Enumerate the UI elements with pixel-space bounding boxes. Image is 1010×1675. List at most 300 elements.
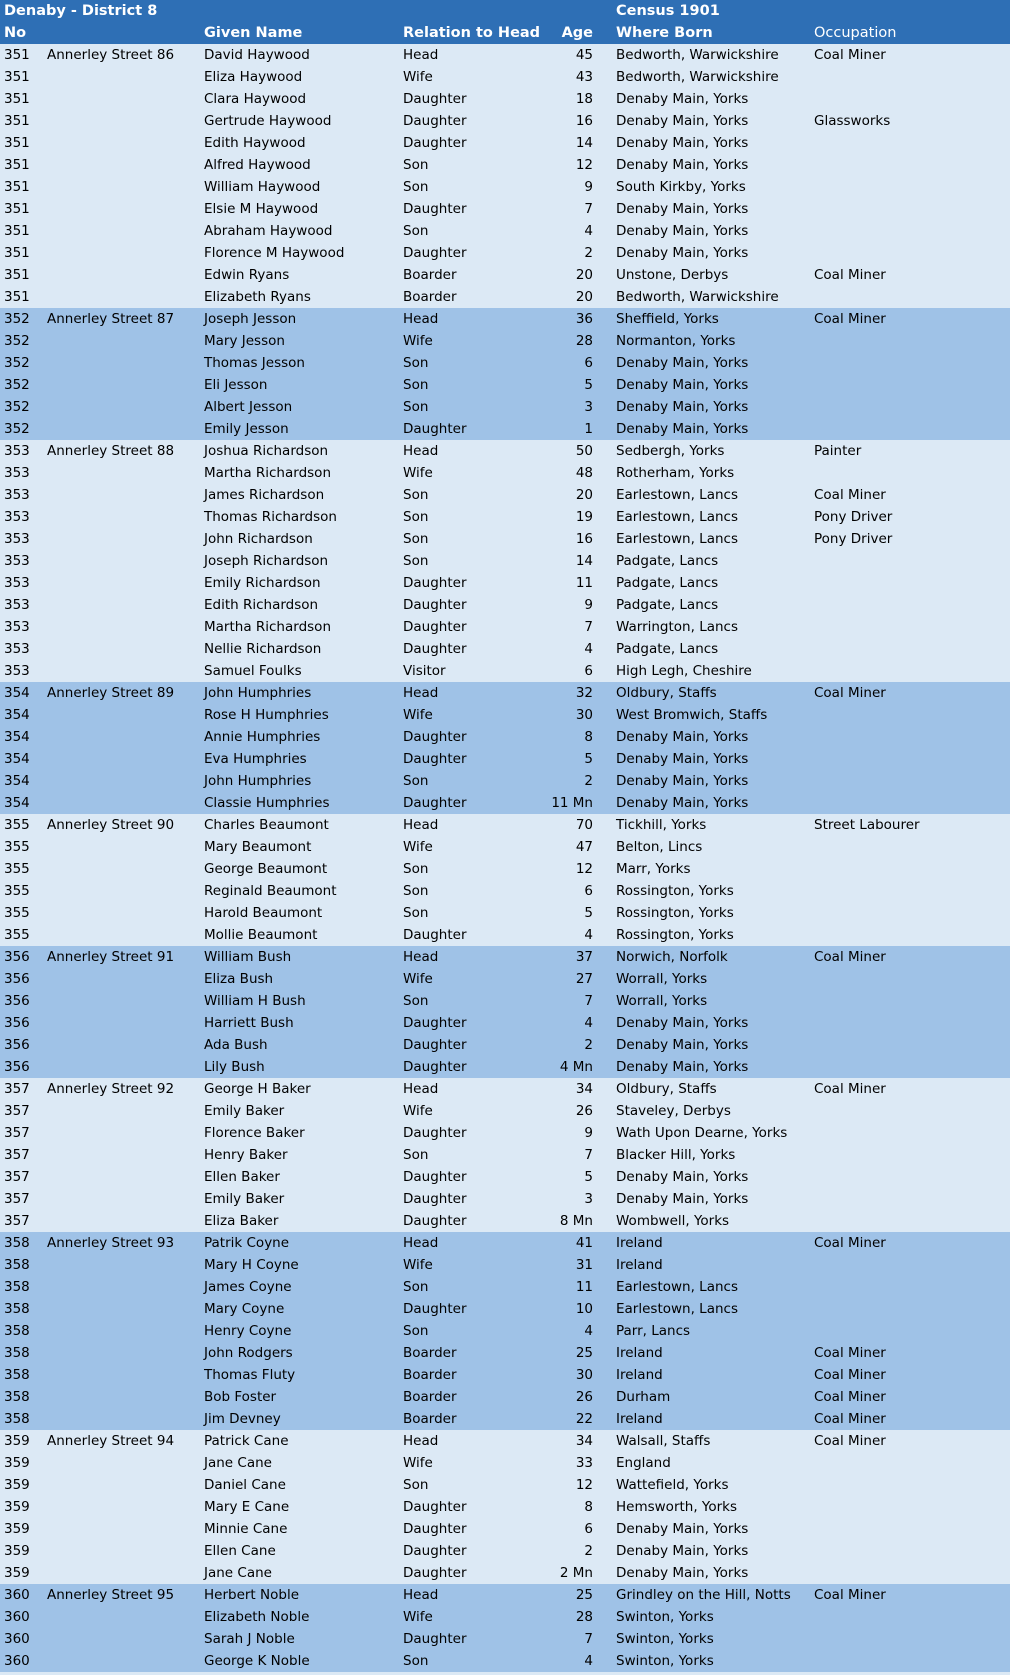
table-row <box>0 1474 1010 1496</box>
household-no-cell: 351 <box>4 69 30 85</box>
table-row <box>0 330 1010 352</box>
given-name-cell: David Haywood <box>204 47 310 63</box>
where-born-cell: Ireland <box>616 1367 663 1383</box>
household-no-cell: 354 <box>4 707 30 723</box>
age-cell: 9 <box>584 597 593 613</box>
occupation-cell: Coal Miner <box>814 685 886 701</box>
table-row <box>0 374 1010 396</box>
age-cell: 7 <box>584 993 593 1009</box>
age-cell: 7 <box>584 201 593 217</box>
relation-cell: Wife <box>403 1257 433 1273</box>
table-row <box>0 1298 1010 1320</box>
given-name-cell: Florence Baker <box>204 1125 305 1141</box>
table-row <box>0 1430 1010 1452</box>
table-row <box>0 1452 1010 1474</box>
household-no-cell: 353 <box>4 575 30 591</box>
table-row <box>0 902 1010 924</box>
age-cell: 9 <box>584 179 593 195</box>
where-born-cell: Marr, Yorks <box>616 861 691 877</box>
age-cell: 12 <box>575 157 593 173</box>
relation-cell: Wife <box>403 69 433 85</box>
where-born-cell: Denaby Main, Yorks <box>616 1565 749 1581</box>
given-name-cell: John Humphries <box>204 773 312 789</box>
household-no-cell: 354 <box>4 773 30 789</box>
household-no-cell: 358 <box>4 1367 30 1383</box>
given-name-cell: Mary Coyne <box>204 1301 285 1317</box>
given-name-cell: Elizabeth Noble <box>204 1609 310 1625</box>
age-cell: 14 <box>575 135 593 151</box>
where-born-cell: Bedworth, Warwickshire <box>616 69 779 85</box>
where-born-cell: Denaby Main, Yorks <box>616 729 749 745</box>
household-no-cell: 352 <box>4 311 30 327</box>
given-name-cell: Albert Jesson <box>204 399 293 415</box>
where-born-cell: Grindley on the Hill, Notts <box>616 1587 791 1603</box>
given-name-cell: Mary Jesson <box>204 333 285 349</box>
household-no-cell: 356 <box>4 1037 30 1053</box>
given-name-cell: Elizabeth Ryans <box>204 289 311 305</box>
household-no-cell: 353 <box>4 619 30 635</box>
age-cell: 12 <box>575 861 593 877</box>
table-row <box>0 836 1010 858</box>
relation-cell: Head <box>403 1433 439 1449</box>
where-born-cell: Swinton, Yorks <box>616 1631 714 1647</box>
address-cell: Annerley Street 91 <box>47 949 175 965</box>
relation-cell: Head <box>403 949 439 965</box>
where-born-cell: Unstone, Derbys <box>616 267 729 283</box>
census-rows <box>0 44 1010 1672</box>
relation-cell: Daughter <box>403 597 467 613</box>
where-born-cell: Padgate, Lancs <box>616 641 719 657</box>
table-row <box>0 1342 1010 1364</box>
address-cell: Annerley Street 87 <box>47 311 175 327</box>
household-no-cell: 353 <box>4 465 30 481</box>
table-row <box>0 1408 1010 1430</box>
relation-cell: Head <box>403 685 439 701</box>
household-no-cell: 356 <box>4 949 30 965</box>
relation-cell: Head <box>403 817 439 833</box>
table-row <box>0 1584 1010 1606</box>
table-row <box>0 1320 1010 1342</box>
household-no-cell: 353 <box>4 531 30 547</box>
where-born-cell: Sheffield, Yorks <box>616 311 719 327</box>
household-no-cell: 356 <box>4 993 30 1009</box>
where-born-cell: Denaby Main, Yorks <box>616 135 749 151</box>
given-name-cell: William Bush <box>204 949 292 965</box>
relation-cell: Son <box>403 861 429 877</box>
table-row <box>0 1650 1010 1672</box>
table-row <box>0 946 1010 968</box>
age-cell: 12 <box>575 1477 593 1493</box>
relation-cell: Boarder <box>403 1345 457 1361</box>
given-name-cell: Ada Bush <box>204 1037 268 1053</box>
where-born-cell: Normanton, Yorks <box>616 333 736 349</box>
given-name-cell: Florence M Haywood <box>204 245 345 261</box>
address-cell: Annerley Street 94 <box>47 1433 175 1449</box>
occupation-cell: Coal Miner <box>814 1411 886 1427</box>
relation-cell: Son <box>403 883 429 899</box>
age-cell: 5 <box>584 905 593 921</box>
table-row <box>0 264 1010 286</box>
relation-cell: Son <box>403 905 429 921</box>
where-born-cell: Oldbury, Staffs <box>616 1081 717 1097</box>
household-no-cell: 351 <box>4 135 30 151</box>
table-row <box>0 1386 1010 1408</box>
age-cell: 28 <box>575 1609 593 1625</box>
age-cell: 5 <box>584 377 593 393</box>
age-cell: 26 <box>575 1103 593 1119</box>
where-born-cell: Denaby Main, Yorks <box>616 223 749 239</box>
relation-cell: Boarder <box>403 1411 457 1427</box>
household-no-cell: 351 <box>4 245 30 261</box>
where-born-cell: Durham <box>616 1389 671 1405</box>
relation-cell: Daughter <box>403 135 467 151</box>
table-row <box>0 550 1010 572</box>
given-name-cell: Edith Richardson <box>204 597 319 613</box>
given-name-cell: Eva Humphries <box>204 751 307 767</box>
age-cell: 45 <box>575 47 593 63</box>
relation-cell: Head <box>403 1587 439 1603</box>
household-no-cell: 360 <box>4 1587 30 1603</box>
table-row <box>0 1210 1010 1232</box>
given-name-cell: Mollie Beaumont <box>204 927 318 943</box>
given-name-cell: Clara Haywood <box>204 91 307 107</box>
where-born-cell: Denaby Main, Yorks <box>616 377 749 393</box>
occupation-cell: Coal Miner <box>814 267 886 283</box>
age-cell: 26 <box>575 1389 593 1405</box>
relation-cell: Daughter <box>403 729 467 745</box>
household-no-cell: 359 <box>4 1565 30 1581</box>
table-row <box>0 770 1010 792</box>
relation-cell: Wife <box>403 333 433 349</box>
table-row <box>0 462 1010 484</box>
address-cell: Annerley Street 90 <box>47 817 175 833</box>
age-cell: 11 Mn <box>551 795 593 811</box>
table-row <box>0 1606 1010 1628</box>
relation-cell: Head <box>403 47 439 63</box>
table-row <box>0 528 1010 550</box>
relation-cell: Son <box>403 399 429 415</box>
relation-cell: Daughter <box>403 1125 467 1141</box>
age-cell: 8 <box>584 1499 593 1515</box>
table-row <box>0 198 1010 220</box>
age-cell: 3 <box>584 399 593 415</box>
table-row <box>0 1540 1010 1562</box>
household-no-cell: 352 <box>4 333 30 349</box>
where-born-cell: Walsall, Staffs <box>616 1433 711 1449</box>
relation-cell: Wife <box>403 1455 433 1471</box>
where-born-cell: Oldbury, Staffs <box>616 685 717 701</box>
relation-cell: Daughter <box>403 1169 467 1185</box>
household-no-cell: 355 <box>4 861 30 877</box>
age-cell: 3 <box>584 1191 593 1207</box>
household-no-cell: 356 <box>4 1015 30 1031</box>
given-name-cell: Annie Humphries <box>204 729 321 745</box>
age-cell: 4 <box>584 1015 593 1031</box>
where-born-cell: Padgate, Lancs <box>616 597 719 613</box>
household-no-cell: 351 <box>4 113 30 129</box>
where-born-cell: Worrall, Yorks <box>616 993 708 1009</box>
age-cell: 4 <box>584 927 593 943</box>
household-no-cell: 354 <box>4 751 30 767</box>
household-no-cell: 355 <box>4 905 30 921</box>
sheet-title: Denaby - District 8 <box>4 3 158 19</box>
age-cell: 6 <box>584 355 593 371</box>
where-born-cell: Denaby Main, Yorks <box>616 1015 749 1031</box>
age-cell: 4 <box>584 223 593 239</box>
household-no-cell: 357 <box>4 1147 30 1163</box>
where-born-cell: Denaby Main, Yorks <box>616 1521 749 1537</box>
table-row <box>0 1188 1010 1210</box>
occupation-cell: Coal Miner <box>814 1367 886 1383</box>
given-name-cell: Jane Cane <box>204 1455 272 1471</box>
table-row <box>0 1012 1010 1034</box>
given-name-cell: Eliza Bush <box>204 971 274 987</box>
table-row <box>0 484 1010 506</box>
relation-cell: Boarder <box>403 267 457 283</box>
given-name-cell: Eliza Haywood <box>204 69 303 85</box>
occupation-cell: Coal Miner <box>814 1587 886 1603</box>
table-row <box>0 88 1010 110</box>
given-name-cell: Ellen Baker <box>204 1169 280 1185</box>
table-row <box>0 1518 1010 1540</box>
occupation-cell: Coal Miner <box>814 1345 886 1361</box>
household-no-cell: 353 <box>4 553 30 569</box>
address-cell: Annerley Street 88 <box>47 443 175 459</box>
age-cell: 16 <box>575 113 593 129</box>
where-born-cell: Denaby Main, Yorks <box>616 113 749 129</box>
where-born-cell: Sedbergh, Yorks <box>616 443 725 459</box>
household-no-cell: 353 <box>4 509 30 525</box>
given-name-cell: William H Bush <box>204 993 306 1009</box>
where-born-cell: Parr, Lancs <box>616 1323 691 1339</box>
where-born-cell: Belton, Lincs <box>616 839 703 855</box>
household-no-cell: 358 <box>4 1235 30 1251</box>
given-name-cell: Martha Richardson <box>204 619 331 635</box>
age-cell: 11 <box>575 575 593 591</box>
relation-cell: Daughter <box>403 1191 467 1207</box>
given-name-cell: Eliza Baker <box>204 1213 279 1229</box>
table-row <box>0 132 1010 154</box>
relation-cell: Son <box>403 993 429 1009</box>
given-name-cell: Harold Beaumont <box>204 905 323 921</box>
given-name-cell: Sarah J Noble <box>204 1631 295 1647</box>
relation-cell: Son <box>403 531 429 547</box>
household-no-cell: 351 <box>4 201 30 217</box>
household-no-cell: 353 <box>4 487 30 503</box>
age-cell: 47 <box>575 839 593 855</box>
household-no-cell: 360 <box>4 1631 30 1647</box>
given-name-cell: William Haywood <box>204 179 321 195</box>
table-row <box>0 506 1010 528</box>
address-cell: Annerley Street 92 <box>47 1081 175 1097</box>
relation-cell: Daughter <box>403 201 467 217</box>
age-cell: 14 <box>575 553 593 569</box>
given-name-cell: Charles Beaumont <box>204 817 329 833</box>
where-born-cell: England <box>616 1455 671 1471</box>
household-no-cell: 357 <box>4 1125 30 1141</box>
table-row <box>0 110 1010 132</box>
household-no-cell: 352 <box>4 377 30 393</box>
relation-cell: Wife <box>403 839 433 855</box>
given-name-cell: George H Baker <box>204 1081 311 1097</box>
where-born-cell: Hemsworth, Yorks <box>616 1499 738 1515</box>
table-row <box>0 924 1010 946</box>
where-born-cell: West Bromwich, Staffs <box>616 707 768 723</box>
where-born-cell: Rossington, Yorks <box>616 905 734 921</box>
age-cell: 4 <box>584 1653 593 1669</box>
age-cell: 7 <box>584 1147 593 1163</box>
table-row <box>0 1144 1010 1166</box>
table-row <box>0 616 1010 638</box>
where-born-cell: Denaby Main, Yorks <box>616 773 749 789</box>
where-born-cell: Rossington, Yorks <box>616 883 734 899</box>
where-born-cell: Worrall, Yorks <box>616 971 708 987</box>
age-cell: 11 <box>575 1279 593 1295</box>
occupation-cell: Coal Miner <box>814 1081 886 1097</box>
where-born-cell: Denaby Main, Yorks <box>616 399 749 415</box>
where-born-cell: Denaby Main, Yorks <box>616 1059 749 1075</box>
age-cell: 34 <box>575 1433 593 1449</box>
relation-cell: Boarder <box>403 289 457 305</box>
age-cell: 1 <box>584 421 593 437</box>
household-no-cell: 351 <box>4 47 30 63</box>
relation-cell: Daughter <box>403 1301 467 1317</box>
age-cell: 34 <box>575 1081 593 1097</box>
where-born-cell: Wombwell, Yorks <box>616 1213 730 1229</box>
age-cell: 36 <box>575 311 593 327</box>
age-cell: 19 <box>575 509 593 525</box>
given-name-cell: Gertrude Haywood <box>204 113 332 129</box>
age-cell: 27 <box>575 971 593 987</box>
table-row <box>0 968 1010 990</box>
where-born-cell: Denaby Main, Yorks <box>616 1037 749 1053</box>
table-row <box>0 792 1010 814</box>
household-no-cell: 358 <box>4 1345 30 1361</box>
table-row <box>0 682 1010 704</box>
where-born-cell: Warrington, Lancs <box>616 619 738 635</box>
household-no-cell: 354 <box>4 795 30 811</box>
occupation-cell: Painter <box>814 443 862 459</box>
table-row <box>0 704 1010 726</box>
relation-cell: Daughter <box>403 1059 467 1075</box>
where-born-cell: Swinton, Yorks <box>616 1609 714 1625</box>
age-cell: 4 <box>584 1323 593 1339</box>
household-no-cell: 354 <box>4 729 30 745</box>
given-name-cell: Emily Jesson <box>204 421 289 437</box>
where-born-cell: Earlestown, Lancs <box>616 1301 738 1317</box>
household-no-cell: 352 <box>4 355 30 371</box>
given-name-cell: Samuel Foulks <box>204 663 302 679</box>
age-cell: 70 <box>575 817 593 833</box>
relation-cell: Daughter <box>403 1565 467 1581</box>
age-cell: 50 <box>575 443 593 459</box>
occupation-cell: Coal Miner <box>814 1433 886 1449</box>
header-occupation: Occupation <box>814 25 897 41</box>
occupation-cell: Street Labourer <box>814 817 920 833</box>
table-row <box>0 814 1010 836</box>
given-name-cell: Abraham Haywood <box>204 223 333 239</box>
header-relation: Relation to Head <box>403 25 541 41</box>
age-cell: 4 <box>584 641 593 657</box>
household-no-cell: 358 <box>4 1257 30 1273</box>
table-row <box>0 1254 1010 1276</box>
relation-cell: Daughter <box>403 641 467 657</box>
household-no-cell: 357 <box>4 1191 30 1207</box>
relation-cell: Wife <box>403 1103 433 1119</box>
household-no-cell: 351 <box>4 223 30 239</box>
where-born-cell: Staveley, Derbys <box>616 1103 731 1119</box>
relation-cell: Wife <box>403 1609 433 1625</box>
household-no-cell: 351 <box>4 289 30 305</box>
given-name-cell: Nellie Richardson <box>204 641 322 657</box>
table-row <box>0 242 1010 264</box>
age-cell: 25 <box>575 1345 593 1361</box>
given-name-cell: Herbert Noble <box>204 1587 300 1603</box>
given-name-cell: Patrik Coyne <box>204 1235 290 1251</box>
where-born-cell: Ireland <box>616 1411 663 1427</box>
where-born-cell: Ireland <box>616 1345 663 1361</box>
given-name-cell: Joseph Richardson <box>204 553 329 569</box>
relation-cell: Daughter <box>403 751 467 767</box>
where-born-cell: Rotherham, Yorks <box>616 465 735 481</box>
where-born-cell: Swinton, Yorks <box>616 1653 714 1669</box>
household-no-cell: 355 <box>4 883 30 899</box>
given-name-cell: Emily Richardson <box>204 575 321 591</box>
relation-cell: Daughter <box>403 1521 467 1537</box>
household-no-cell: 357 <box>4 1081 30 1097</box>
household-no-cell: 351 <box>4 157 30 173</box>
given-name-cell: Mary H Coyne <box>204 1257 299 1273</box>
relation-cell: Son <box>403 1147 429 1163</box>
relation-cell: Son <box>403 1477 429 1493</box>
age-cell: 6 <box>584 883 593 899</box>
age-cell: 7 <box>584 1631 593 1647</box>
table-row <box>0 66 1010 88</box>
relation-cell: Son <box>403 377 429 393</box>
relation-cell: Wife <box>403 971 433 987</box>
household-no-cell: 353 <box>4 443 30 459</box>
household-no-cell: 355 <box>4 927 30 943</box>
household-no-cell: 353 <box>4 641 30 657</box>
given-name-cell: Joseph Jesson <box>204 311 297 327</box>
occupation-cell: Pony Driver <box>814 509 893 525</box>
title-row <box>0 0 1010 22</box>
given-name-cell: John Richardson <box>204 531 313 547</box>
household-no-cell: 358 <box>4 1411 30 1427</box>
relation-cell: Daughter <box>403 113 467 129</box>
age-cell: 2 <box>584 1543 593 1559</box>
given-name-cell: Emily Baker <box>204 1191 285 1207</box>
where-born-cell: South Kirkby, Yorks <box>616 179 746 195</box>
address-cell: Annerley Street 86 <box>47 47 175 63</box>
where-born-cell: Earlestown, Lancs <box>616 487 738 503</box>
table-row <box>0 1562 1010 1584</box>
given-name-cell: Alfred Haywood <box>204 157 311 173</box>
where-born-cell: Earlestown, Lancs <box>616 1279 738 1295</box>
column-header-row <box>0 22 1010 44</box>
relation-cell: Daughter <box>403 1543 467 1559</box>
relation-cell: Son <box>403 773 429 789</box>
relation-cell: Daughter <box>403 1499 467 1515</box>
age-cell: 20 <box>575 267 593 283</box>
relation-cell: Son <box>403 179 429 195</box>
age-cell: 8 Mn <box>559 1213 593 1229</box>
where-born-cell: Bedworth, Warwickshire <box>616 289 779 305</box>
occupation-cell: Coal Miner <box>814 1235 886 1251</box>
age-cell: 37 <box>575 949 593 965</box>
table-row <box>0 1078 1010 1100</box>
table-row <box>0 308 1010 330</box>
